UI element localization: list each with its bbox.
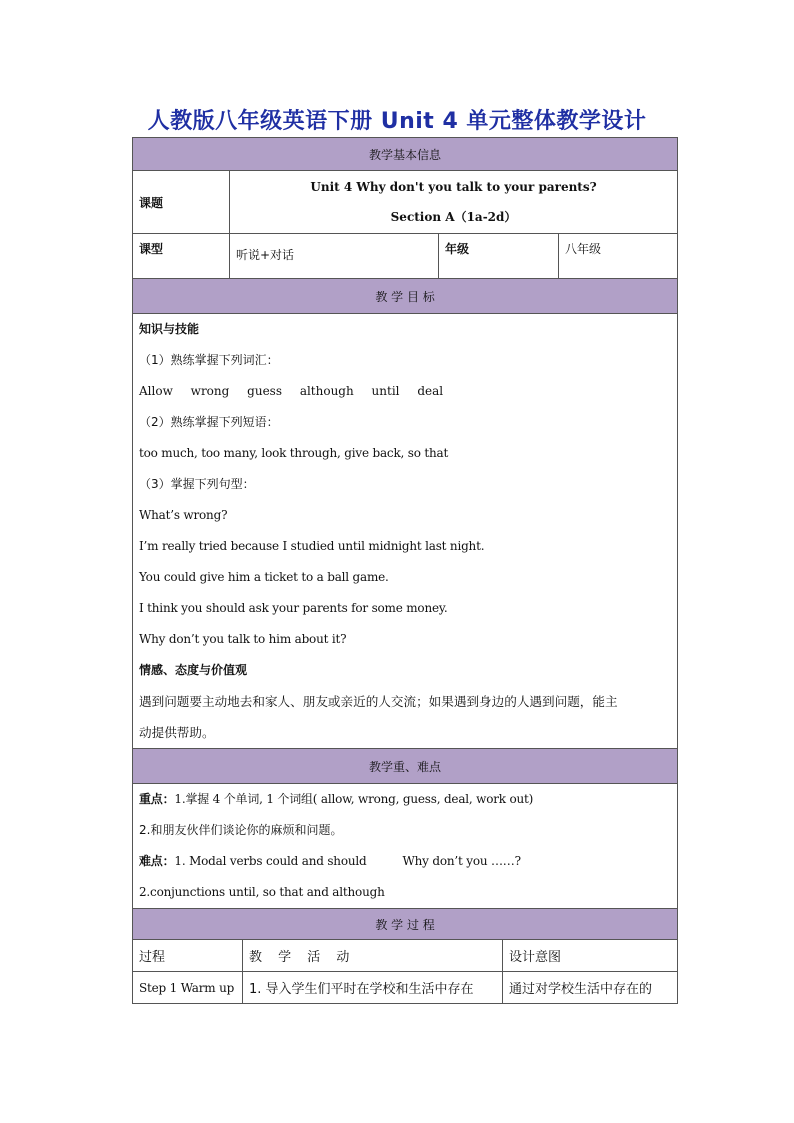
difficulty-text-1a: 1. Modal verbs could and should xyxy=(174,854,367,868)
topic-row xyxy=(133,171,678,234)
vocab-title: （1）熟练掌握下列词汇： xyxy=(139,353,279,367)
knowledge-title: 知识与技能 xyxy=(139,322,200,336)
objectives-header: 教 学 目 标 xyxy=(133,279,678,314)
phrase-title: （2）熟练掌握下列短语： xyxy=(139,415,279,429)
emotion-title: 情感、态度与价值观 xyxy=(139,663,248,677)
vocab-word: guess xyxy=(247,384,282,398)
sentence-item: I’m really tried because I studied until midnight last night. xyxy=(139,539,485,553)
key-points-body xyxy=(133,784,678,909)
process-col-intent: 设计意图 xyxy=(503,940,678,972)
objectives-body-row xyxy=(133,314,678,749)
grade-label: 年级 xyxy=(439,234,559,279)
process-col-step: 过程 xyxy=(133,940,243,972)
process-col-activity: 教 学 活 动 xyxy=(243,940,503,972)
process-header-row xyxy=(133,909,678,940)
process-step: Step 1 Warm up xyxy=(133,972,243,1004)
type-value: 听说+对话 xyxy=(230,234,439,279)
basic-info-header-row xyxy=(133,138,678,171)
process-row xyxy=(133,972,678,1004)
key-line-1 xyxy=(139,784,671,815)
sentence-item: You could give him a ticket to a ball game. xyxy=(139,570,389,584)
sentence-title: （3）掌握下列句型： xyxy=(139,477,255,491)
key-points-header-row xyxy=(133,749,678,784)
process-intent: 通过对学校生活中存在的 xyxy=(503,972,678,1004)
process-header: 教 学 过 程 xyxy=(133,909,678,940)
vocab-word: until xyxy=(371,384,400,398)
difficulty-text-1b: Why don’t you ……? xyxy=(402,854,521,868)
phrase-list: too much, too many, look through, give back, so that xyxy=(139,446,449,460)
topic-label: 课题 xyxy=(133,171,230,234)
difficulty-label: 难点： xyxy=(139,854,175,868)
vocab-list xyxy=(139,376,671,407)
objectives-body xyxy=(133,314,678,749)
grade-value: 八年级 xyxy=(559,234,678,279)
difficulty-line-2: 2.conjunctions until, so that and although xyxy=(139,885,385,899)
basic-info-header: 教学基本信息 xyxy=(133,138,678,171)
sentence-item: Why don’t you talk to him about it? xyxy=(139,632,347,646)
emotion-line-2: 动提供帮助。 xyxy=(139,725,215,740)
key-label: 重点： xyxy=(139,792,175,806)
vocab-word: although xyxy=(299,384,354,398)
difficulty-line-1 xyxy=(139,846,671,877)
sentence-item: I think you should ask your parents for some money. xyxy=(139,601,448,615)
topic-line-2: Section A（1a-2d） xyxy=(390,210,517,224)
document-title: 人教版八年级英语下册 Unit 4 单元整体教学设计 xyxy=(147,109,647,134)
topic-line-1: Unit 4 Why don't you talk to your parents? xyxy=(310,180,597,194)
vocab-word: wrong xyxy=(190,384,230,398)
objectives-header-row xyxy=(133,279,678,314)
key-points-body-row xyxy=(133,784,678,909)
key-text-1: 1.掌握 4 个单词, 1 个词组( allow, wrong, guess, deal, work out) xyxy=(174,792,534,806)
sentence-item: What’s wrong? xyxy=(139,508,228,522)
key-points-header: 教学重、难点 xyxy=(133,749,678,784)
type-label: 课型 xyxy=(133,234,230,279)
lesson-plan-table xyxy=(132,137,678,1004)
topic-value xyxy=(230,171,678,234)
type-grade-row xyxy=(133,234,678,279)
vocab-word: deal xyxy=(417,384,444,398)
vocab-word: Allow xyxy=(139,384,173,398)
key-line-2: 2.和朋友伙伴们谈论你的麻烦和问题。 xyxy=(139,823,343,837)
emotion-line-1: 遇到问题要主动地去和家人、朋友或亲近的人交流；如果遇到身边的人遇到问题，能主 xyxy=(139,694,618,709)
process-columns-row xyxy=(133,940,678,972)
process-activity: 1. 导入学生们平时在学校和生活中存在 xyxy=(243,972,503,1004)
